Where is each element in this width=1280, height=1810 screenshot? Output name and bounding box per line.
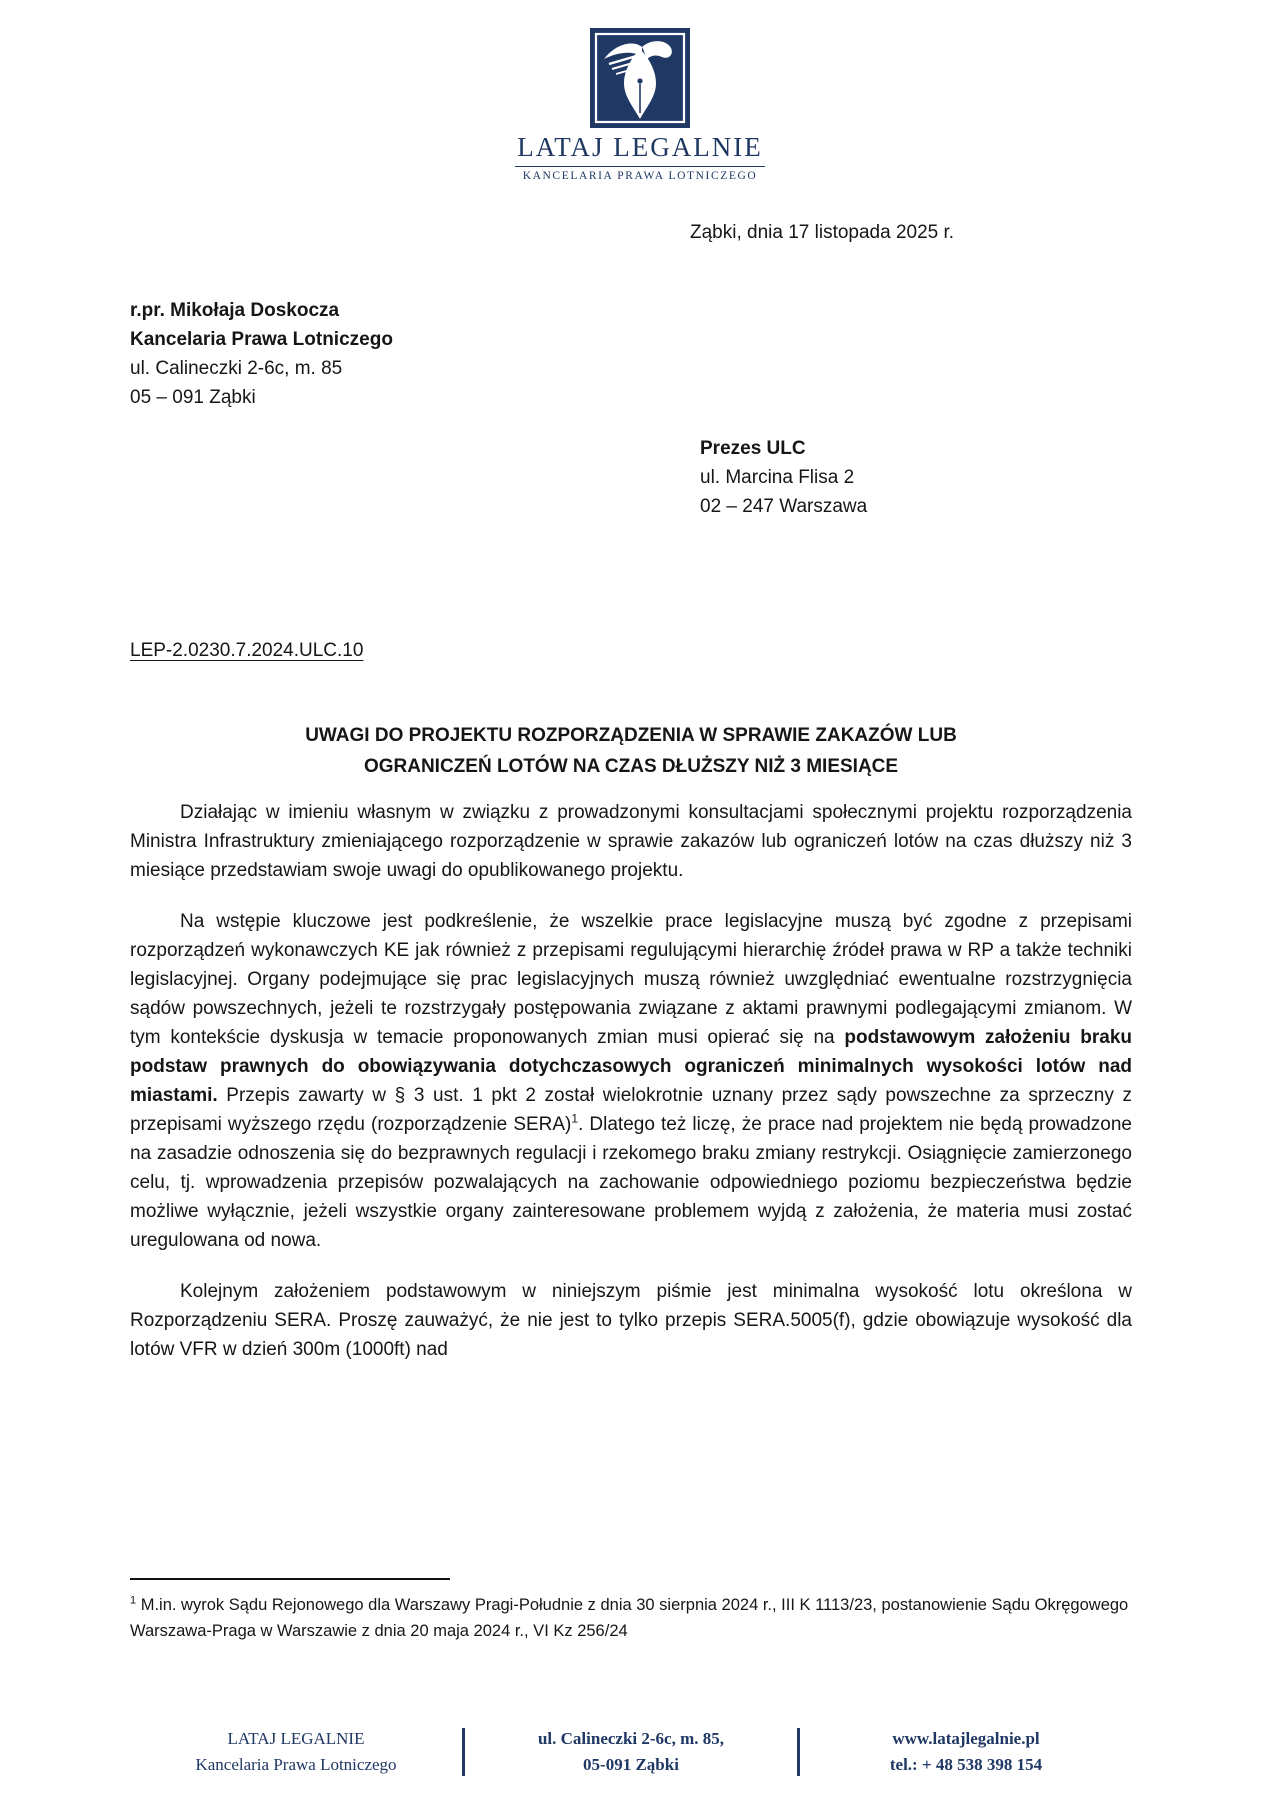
- footer-firm-name: LATAJ LEGALNIE: [227, 1729, 365, 1748]
- footer-website: www.latajlegalnie.pl: [892, 1729, 1040, 1748]
- sender-street: ul. Calineczki 2-6c, m. 85: [130, 358, 343, 379]
- footer-address: [465, 1726, 797, 1778]
- sender-firm: Kancelaria Prawa Lotniczego: [130, 329, 393, 350]
- sender-name: r.pr. Mikołaja Doskocza: [130, 300, 340, 321]
- footnote-separator: [130, 1578, 450, 1580]
- footer-address-street: ul. Calineczki 2-6c, m. 85,: [537, 1729, 725, 1748]
- footnote: [130, 1592, 1142, 1644]
- sender-city: 05 – 091 Ząbki: [130, 387, 256, 408]
- paragraph-2-emphasis: podstawowym założeniu braku podstaw prawnych do obowiązywania dotychczasowych ograniczeń minimalnych wysokości lotów nad miastami.: [130, 1027, 1133, 1106]
- brand-rule: [515, 166, 765, 167]
- recipient-street: ul. Marcina Flisa 2: [700, 467, 855, 488]
- recipient-name: Prezes ULC: [700, 438, 806, 459]
- paragraph-2-tail: . Dlatego też liczę, że prace nad projektem nie będą prowadzone na zasadzie odnoszenia się do bezprawnych regulacji i rzekomego braku zmiany restrykcji. Osiągnięcie zamierzonego celu, tj. wprowadzenia przepisów pozwalających na zachowanie odpowiedniego poziomu bezpieczeństwa będzie możliwe wyłącznie, jeżeli wszystkie organy zainteresowane problemem wyjdą z założenia, że materia musi zostać uregulowana od nowa.: [130, 1114, 1133, 1251]
- paragraph-3: Kolejnym założeniem podstawowym w niniejszym piśmie jest minimalna wysokość lotu określona w Rozporządzeniu SERA. Proszę zauważyć, że nie jest to tylko przepis SERA.5005(f), gdzie obowiązuje wysokość dla lotów VFR w dzień 300m (1000ft) nad: [130, 1281, 1132, 1360]
- title-line-2: OGRANICZEŃ LOTÓW NA CZAS DŁUŻSZY NIŻ 3 MIESIĄCE: [363, 756, 899, 777]
- page-footer: [130, 1726, 1132, 1778]
- footer-phone: tel.: + 48 538 398 154: [889, 1755, 1043, 1774]
- letterhead: [0, 28, 1280, 182]
- brand-subtitle: KANCELARIA PRAWA LOTNICZEGO: [522, 170, 758, 182]
- paragraph-2-mid: Przepis zawarty w § 3 ust. 1 pkt 2 został wielokrotnie uznany przez sądy powszechne za sprzeczny z przepisami wyższego rzędu (rozporządzenie SERA): [130, 1085, 1132, 1135]
- brand-name: LATAJ LEGALNIE: [517, 132, 763, 162]
- recipient-block: [700, 434, 867, 521]
- footer-contact: [800, 1726, 1132, 1778]
- recipient-city: 02 – 247 Warszawa: [700, 496, 868, 517]
- footer-address-city: 05-091 Ząbki: [583, 1755, 679, 1774]
- reference-number: LEP-2.0230.7.2024.ULC.10: [130, 640, 364, 661]
- footnote-marker: 1: [130, 1594, 137, 1607]
- footnote-text: M.in. wyrok Sądu Rejonowego dla Warszawy Pragi-Południe z dnia 30 sierpnia 2024 r., III K 1113/23, postanowienie Sądu Okręgowego Warszawa-Praga w Warszawie z dnia 20 maja 2024 r., VI Kz 256/24: [130, 1596, 1129, 1640]
- footnote-reference: 1: [571, 1111, 579, 1126]
- title-line-1: UWAGI DO PROJEKTU ROZPORZĄDZENIA W SPRAWIE ZAKAZÓW LUB: [305, 725, 957, 746]
- date-line: Ząbki, dnia 17 listopada 2025 r.: [690, 222, 955, 243]
- paragraph-2-lead: Na wstępie kluczowe jest podkreślenie, że wszelkie prace legislacyjne muszą być zgodne z przepisami rozporządzeń wykonawczych KE jak również z przepisami regulującymi hierarchię źródeł prawa w RP a także techniki legislacyjnej. Organy podejmujące się prac legislacyjnych muszą również uwzględniać ewentualne rozstrzygnięcia sądów powszechnych, jeżeli te rozstrzygały postępowania związane z aktami prawnymi podlegającymi zmianom. W tym kontekście dyskusja w temacie proponowanych zmian musi opierać się na: [130, 911, 1132, 1048]
- footer-firm: [130, 1726, 462, 1778]
- sender-block: [130, 296, 393, 412]
- paragraph-2: [130, 907, 1132, 1255]
- winged-pen-icon: [590, 28, 690, 128]
- letter-body: [130, 798, 1132, 1386]
- footer-firm-subtitle: Kancelaria Prawa Lotniczego: [195, 1755, 397, 1774]
- paragraph-1: Działając w imieniu własnym w związku z prowadzonymi konsultacjami społecznymi projektu rozporządzenia Ministra Infrastruktury zmieniającego rozporządzenie w sprawie zakazów lub ograniczeń lotów na czas dłuższy niż 3 miesiące przedstawiam swoje uwagi do opublikowanego projektu.: [130, 802, 1132, 881]
- document-title: [130, 720, 1132, 782]
